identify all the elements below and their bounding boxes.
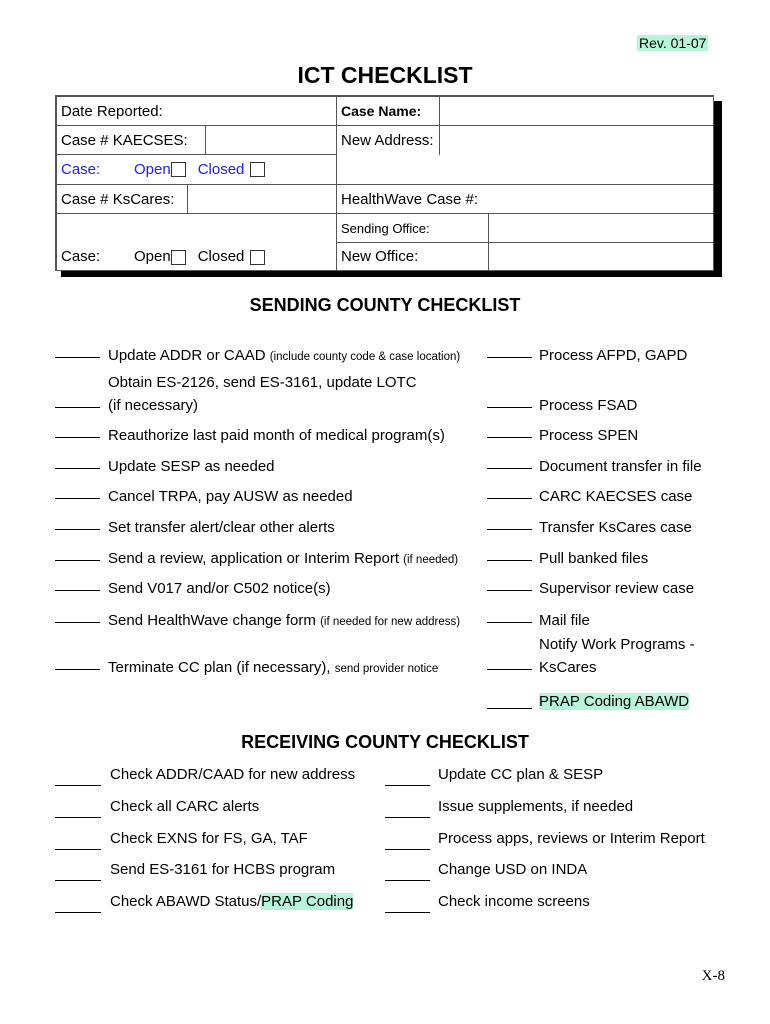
date-reported-field[interactable]	[56, 96, 337, 126]
item-note: (include county code & case location)	[269, 351, 461, 363]
checklist-blank-line[interactable]	[385, 880, 430, 881]
checklist-item-text	[539, 427, 638, 445]
checklist-item-text	[438, 893, 590, 911]
case-status-row-2	[56, 213, 337, 271]
checklist-item-text	[539, 519, 692, 537]
checklist-item-text	[108, 374, 417, 392]
closed-label: Closed	[197, 161, 245, 178]
item-text: Reauthorize last paid month of medical program(s)	[108, 427, 445, 444]
checklist-blank-line[interactable]	[487, 407, 532, 408]
open-checkbox[interactable]	[171, 162, 186, 177]
checklist-item-text	[108, 488, 353, 506]
item-text: Pull banked files	[539, 550, 649, 567]
item-text: Set transfer alert/clear other alerts	[108, 519, 335, 536]
checklist-item-text	[110, 798, 259, 816]
checklist-blank-line[interactable]	[487, 529, 532, 530]
item-text: Process apps, reviews or Interim Report	[438, 830, 705, 847]
item-note: send provider notice	[334, 663, 439, 675]
item-text: Update CC plan & SESP	[438, 766, 604, 783]
checklist-item-text	[539, 458, 702, 476]
item-text: Process FSAD	[539, 397, 638, 414]
case-kaecses-label-cell	[56, 125, 206, 155]
sending-heading: SENDING COUNTY CHECKLIST	[249, 295, 521, 315]
item-text: KsCares	[539, 659, 597, 676]
new-office-label: New Office:	[341, 248, 419, 265]
item-text: Send HealthWave change form	[108, 612, 321, 629]
checklist-item-text	[539, 397, 637, 415]
open-label: Open	[134, 161, 171, 178]
item-text: Supervisor review case	[539, 580, 695, 597]
checklist-blank-line[interactable]	[487, 708, 532, 709]
closed-label: Closed	[197, 248, 245, 265]
item-text: Check income screens	[438, 893, 590, 910]
checklist-item-text	[108, 427, 445, 445]
item-note: (if needed)	[403, 554, 459, 566]
checklist-item-text	[108, 659, 438, 678]
checklist-item-text	[539, 347, 687, 365]
checklist-item-text	[108, 458, 275, 476]
item-text: Check EXNS for FS, GA, TAF	[110, 830, 308, 847]
sending-office-field[interactable]	[488, 213, 714, 243]
checklist-blank-line[interactable]	[487, 437, 532, 438]
page-title: ICT CHECKLIST	[297, 62, 473, 88]
item-text: PRAP Coding ABAWD	[539, 693, 690, 710]
case-label: Case:	[61, 248, 101, 265]
case-kaecses-label: Case # KAECSES:	[61, 131, 188, 149]
healthwave-label: HealthWave Case #:	[341, 190, 479, 208]
checklist-item-text	[539, 612, 590, 630]
receiving-heading: RECEIVING COUNTY CHECKLIST	[241, 732, 529, 752]
item-text: Update SESP as needed	[108, 458, 275, 475]
new-address-label-cell	[336, 125, 440, 155]
checklist-item-text	[108, 519, 335, 537]
item-note: (if needed for new address)	[320, 616, 461, 628]
closed-checkbox[interactable]	[250, 162, 265, 177]
case-status-row-1	[56, 154, 337, 185]
checklist-blank-line[interactable]	[487, 468, 532, 469]
checklist-blank-line[interactable]	[55, 622, 100, 623]
checklist-blank-line[interactable]	[385, 849, 430, 850]
checklist-blank-line[interactable]	[55, 407, 100, 408]
checklist-item-text	[108, 550, 458, 569]
sending-office-label: Sending Office:	[341, 220, 430, 236]
item-text: Issue supplements, if needed	[438, 798, 634, 815]
checklist-blank-line[interactable]	[487, 357, 532, 358]
item-text: Check ADDR/CAAD for new address	[110, 766, 356, 783]
checklist-item-text	[438, 830, 705, 848]
new-office-field[interactable]	[488, 242, 714, 271]
checklist-blank-line[interactable]	[55, 529, 100, 530]
item-text: Process SPEN	[539, 427, 639, 444]
checklist-item-text	[438, 861, 587, 879]
checklist-blank-line[interactable]	[55, 912, 101, 913]
checklist-item-text	[438, 766, 603, 784]
checklist-item-text	[110, 830, 308, 848]
item-text: Change USD on INDA	[438, 861, 588, 878]
checklist-item-text	[110, 861, 335, 879]
checklist-blank-line[interactable]	[55, 817, 101, 818]
page-number: X-8	[701, 968, 725, 984]
item-text: Send ES-3161 for HCBS program	[110, 861, 336, 878]
case-info-table	[55, 95, 714, 271]
checklist-item-text	[539, 659, 597, 677]
case-kscares-label-cell	[56, 184, 188, 214]
item-text: Update ADDR or CAAD	[108, 347, 270, 364]
new-address-label: New Address:	[341, 132, 434, 149]
checklist-blank-line[interactable]	[55, 498, 100, 499]
checklist-blank-line[interactable]	[55, 357, 100, 358]
item-text: Process AFPD, GAPD	[539, 347, 688, 364]
date-reported-label: Date Reported:	[61, 102, 163, 120]
item-text: Mail file	[539, 612, 590, 629]
case-kscares-field[interactable]	[187, 184, 337, 214]
case-kaecses-field[interactable]	[205, 125, 337, 155]
item-text: Transfer KsCares case	[539, 519, 692, 536]
item-text: CARC KAECSES case	[539, 488, 693, 505]
case-name-label-cell	[336, 96, 440, 126]
checklist-blank-line[interactable]	[55, 560, 100, 561]
checklist-blank-line[interactable]	[55, 785, 101, 786]
case-kscares-label: Case # KsCares:	[61, 190, 175, 208]
checklist-blank-line[interactable]	[487, 560, 532, 561]
checklist-item-text	[539, 488, 692, 506]
checklist-blank-line[interactable]	[55, 669, 100, 670]
open-label: Open	[134, 248, 171, 265]
checklist-blank-line[interactable]	[55, 468, 100, 469]
item-text: Notify Work Programs -	[539, 636, 695, 653]
case-label: Case:	[61, 161, 101, 178]
checklist-blank-line[interactable]	[487, 498, 532, 499]
checklist-blank-line[interactable]	[55, 590, 100, 591]
checklist-item-text	[108, 612, 460, 631]
checklist-item-text	[108, 580, 331, 598]
checklist-blank-line[interactable]	[385, 912, 430, 913]
checklist-blank-line[interactable]	[55, 880, 101, 881]
item-text: (if necessary)	[108, 397, 199, 414]
item-text: Obtain ES-2126, send ES-3161, update LOTC	[108, 374, 417, 391]
case-name-field[interactable]	[439, 96, 714, 126]
new-office-label-cell	[336, 242, 489, 271]
sending-office-label-cell	[336, 213, 489, 243]
revision-label: Rev. 01-07	[639, 35, 707, 51]
closed-checkbox[interactable]	[250, 250, 265, 265]
open-checkbox[interactable]	[171, 250, 186, 265]
item-text: Send a review, application or Interim Report	[108, 550, 404, 567]
item-text: Send V017 and/or C502 notice(s)	[108, 580, 331, 597]
checklist-blank-line[interactable]	[55, 437, 100, 438]
item-text: Check ABAWD Status/	[110, 893, 262, 910]
checklist-item-text	[438, 798, 633, 816]
new-address-spacer	[336, 154, 440, 185]
new-address-field[interactable]	[439, 125, 714, 185]
checklist-blank-line[interactable]	[487, 669, 532, 670]
checklist-blank-line[interactable]	[55, 849, 101, 850]
case-name-label: Case Name:	[341, 103, 422, 119]
item-text: Cancel TRPA, pay AUSW as needed	[108, 488, 353, 505]
checklist-item-text	[539, 693, 689, 711]
checklist-item-text	[108, 397, 198, 415]
checklist-blank-line[interactable]	[487, 590, 532, 591]
checklist-blank-line[interactable]	[487, 622, 532, 623]
item-text: Terminate CC plan (if necessary),	[108, 659, 335, 676]
checklist-item-text	[539, 636, 695, 654]
item-highlight: PRAP Coding	[261, 893, 354, 910]
checklist-item-text	[110, 893, 353, 911]
item-text: Check all CARC alerts	[110, 798, 260, 815]
checklist-item-text	[539, 550, 648, 568]
checklist-blank-line[interactable]	[385, 817, 430, 818]
item-text: Document transfer in file	[539, 458, 702, 475]
checklist-item-text	[539, 580, 694, 598]
checklist-item-text	[108, 347, 460, 366]
checklist-item-text	[110, 766, 355, 784]
healthwave-case-field[interactable]	[336, 184, 714, 214]
checklist-blank-line[interactable]	[385, 785, 430, 786]
